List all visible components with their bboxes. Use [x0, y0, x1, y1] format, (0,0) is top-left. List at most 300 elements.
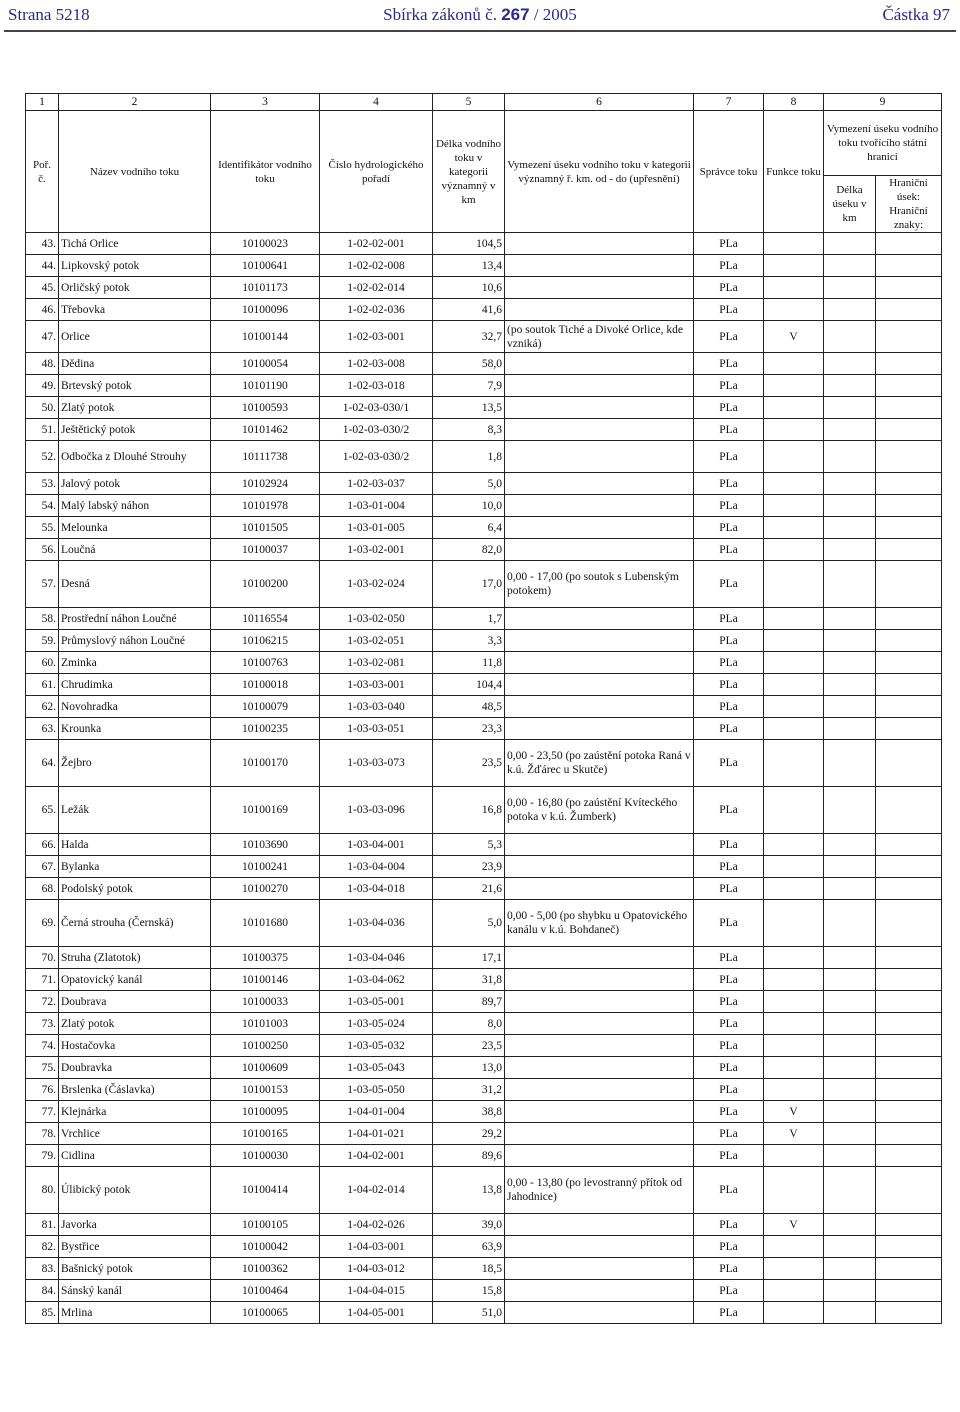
table-row — [26, 947, 942, 969]
river-identifier: 10103690 — [211, 834, 320, 856]
border-markers-cell — [876, 991, 942, 1013]
hydro-order-number: 1-02-03-030/1 — [320, 397, 433, 419]
section-description: 0,00 - 16,80 (po zaústění Kvíteckého potoka v k.ú. Žumberk) — [505, 787, 694, 834]
table-row — [26, 608, 942, 630]
hydro-order-number: 1-03-02-001 — [320, 539, 433, 561]
river-name: Melounka — [59, 517, 211, 539]
section-description — [505, 991, 694, 1013]
border-markers-cell — [876, 1101, 942, 1123]
river-name: Zminka — [59, 652, 211, 674]
river-length: 13,8 — [433, 1167, 505, 1214]
table-row — [26, 1057, 942, 1079]
hydro-order-number: 1-03-03-001 — [320, 674, 433, 696]
border-markers-cell — [876, 1079, 942, 1101]
issue-number: Částka 97 — [882, 5, 950, 24]
section-description — [505, 1013, 694, 1035]
section-description: 0,00 - 17,00 (po soutok s Lubenským potokem) — [505, 561, 694, 608]
river-administrator: PLa — [694, 787, 764, 834]
river-length: 31,2 — [433, 1079, 505, 1101]
river-name: Lipkovský potok — [59, 255, 211, 277]
river-administrator: PLa — [694, 255, 764, 277]
border-markers-cell — [876, 856, 942, 878]
river-name: Loučná — [59, 539, 211, 561]
border-markers-cell — [876, 900, 942, 947]
river-function — [764, 233, 824, 255]
border-length-cell — [824, 353, 876, 375]
river-function — [764, 1236, 824, 1258]
river-identifier: 10100593 — [211, 397, 320, 419]
hydro-order-number: 1-02-03-008 — [320, 353, 433, 375]
border-length-cell — [824, 740, 876, 787]
river-identifier: 10100270 — [211, 878, 320, 900]
row-number: 49. — [26, 375, 59, 397]
header-name: Název vodního toku — [59, 111, 211, 233]
river-length: 18,5 — [433, 1258, 505, 1280]
river-function — [764, 787, 824, 834]
section-description — [505, 1145, 694, 1167]
section-description — [505, 969, 694, 991]
section-description — [505, 397, 694, 419]
page-header — [0, 0, 960, 30]
collection-prefix: Sbírka zákonů č. — [383, 5, 497, 24]
river-administrator: PLa — [694, 740, 764, 787]
hydro-order-number: 1-02-03-001 — [320, 321, 433, 353]
table-row — [26, 969, 942, 991]
river-name: Žejbro — [59, 740, 211, 787]
border-length-cell — [824, 1236, 876, 1258]
river-administrator: PLa — [694, 1035, 764, 1057]
row-number: 63. — [26, 718, 59, 740]
hydro-order-number: 1-03-03-073 — [320, 740, 433, 787]
hydro-order-number: 1-03-05-032 — [320, 1035, 433, 1057]
river-function — [764, 1280, 824, 1302]
border-length-cell — [824, 787, 876, 834]
section-description — [505, 353, 694, 375]
river-identifier: 10100169 — [211, 787, 320, 834]
border-markers-cell — [876, 233, 942, 255]
river-identifier: 10100096 — [211, 299, 320, 321]
table-row — [26, 419, 942, 441]
table-row — [26, 517, 942, 539]
river-name: Bašnický potok — [59, 1258, 211, 1280]
header-border-length: Délka úseku v km — [824, 176, 876, 233]
river-function — [764, 1035, 824, 1057]
border-length-cell — [824, 696, 876, 718]
river-identifier: 10100018 — [211, 674, 320, 696]
river-function — [764, 539, 824, 561]
river-administrator: PLa — [694, 277, 764, 299]
river-name: Brslenka (Čáslavka) — [59, 1079, 211, 1101]
table-row — [26, 674, 942, 696]
section-description: 0,00 - 5,00 (po shybku u Opatovického kanálu v k.ú. Bohdaneč) — [505, 900, 694, 947]
column-number: 6 — [505, 94, 694, 111]
hydro-order-number: 1-03-04-001 — [320, 834, 433, 856]
river-function — [764, 834, 824, 856]
river-name: Prostřední náhon Loučné — [59, 608, 211, 630]
hydro-order-number: 1-02-03-030/2 — [320, 419, 433, 441]
river-function — [764, 353, 824, 375]
border-length-cell — [824, 608, 876, 630]
hydro-order-number: 1-04-02-001 — [320, 1145, 433, 1167]
river-length: 29,2 — [433, 1123, 505, 1145]
river-name: Ležák — [59, 787, 211, 834]
section-description — [505, 517, 694, 539]
river-identifier: 10100023 — [211, 233, 320, 255]
hydro-order-number: 1-03-03-096 — [320, 787, 433, 834]
row-number: 80. — [26, 1167, 59, 1214]
row-number: 51. — [26, 419, 59, 441]
river-administrator: PLa — [694, 878, 764, 900]
section-description — [505, 608, 694, 630]
row-number: 79. — [26, 1145, 59, 1167]
row-number: 85. — [26, 1302, 59, 1324]
river-identifier: 10100250 — [211, 1035, 320, 1057]
column-number: 8 — [764, 94, 824, 111]
river-administrator: PLa — [694, 233, 764, 255]
river-length: 8,3 — [433, 419, 505, 441]
river-name: Hostačovka — [59, 1035, 211, 1057]
row-number: 54. — [26, 495, 59, 517]
river-identifier: 10100464 — [211, 1280, 320, 1302]
row-number: 59. — [26, 630, 59, 652]
table-row — [26, 1013, 942, 1035]
river-function — [764, 375, 824, 397]
river-name: Krounka — [59, 718, 211, 740]
river-length: 89,7 — [433, 991, 505, 1013]
river-length: 1,8 — [433, 441, 505, 473]
border-markers-cell — [876, 277, 942, 299]
river-length: 104,4 — [433, 674, 505, 696]
border-markers-cell — [876, 674, 942, 696]
section-description — [505, 1057, 694, 1079]
table-body — [26, 233, 942, 1324]
table-row — [26, 740, 942, 787]
river-administrator: PLa — [694, 608, 764, 630]
border-markers-cell — [876, 1123, 942, 1145]
river-identifier: 10101978 — [211, 495, 320, 517]
river-name: Javorka — [59, 1214, 211, 1236]
river-administrator: PLa — [694, 1079, 764, 1101]
row-number: 46. — [26, 299, 59, 321]
hydro-order-number: 1-03-05-024 — [320, 1013, 433, 1035]
river-identifier: 10101003 — [211, 1013, 320, 1035]
river-administrator: PLa — [694, 1013, 764, 1035]
table-row — [26, 878, 942, 900]
river-name: Novohradka — [59, 696, 211, 718]
section-description — [505, 1101, 694, 1123]
border-markers-cell — [876, 1258, 942, 1280]
river-administrator: PLa — [694, 947, 764, 969]
border-length-cell — [824, 1214, 876, 1236]
river-length: 10,0 — [433, 495, 505, 517]
river-name: Tichá Orlice — [59, 233, 211, 255]
border-markers-cell — [876, 375, 942, 397]
water-course-table — [25, 93, 942, 1324]
border-length-cell — [824, 834, 876, 856]
river-identifier: 10100200 — [211, 561, 320, 608]
river-administrator: PLa — [694, 419, 764, 441]
border-markers-cell — [876, 1013, 942, 1035]
hydro-order-number: 1-04-05-001 — [320, 1302, 433, 1324]
border-markers-cell — [876, 561, 942, 608]
row-number: 60. — [26, 652, 59, 674]
border-markers-cell — [876, 630, 942, 652]
river-administrator: PLa — [694, 834, 764, 856]
river-name: Zlatý potok — [59, 1013, 211, 1035]
column-header-row — [26, 111, 942, 176]
river-length: 6,4 — [433, 517, 505, 539]
border-length-cell — [824, 397, 876, 419]
river-function — [764, 900, 824, 947]
row-number: 48. — [26, 353, 59, 375]
river-length: 63,9 — [433, 1236, 505, 1258]
row-number: 83. — [26, 1258, 59, 1280]
header-section: Vymezení úseku vodního toku v kategorii významný ř. km. od - do (upřesnění) — [505, 111, 694, 233]
river-function — [764, 856, 824, 878]
collection-title — [0, 5, 960, 25]
river-identifier: 10101505 — [211, 517, 320, 539]
river-identifier: 10100641 — [211, 255, 320, 277]
river-function — [764, 947, 824, 969]
river-length: 38,8 — [433, 1101, 505, 1123]
river-name: Desná — [59, 561, 211, 608]
river-function — [764, 1167, 824, 1214]
river-administrator: PLa — [694, 652, 764, 674]
river-function — [764, 740, 824, 787]
border-length-cell — [824, 652, 876, 674]
table-row — [26, 1258, 942, 1280]
river-identifier: 10100414 — [211, 1167, 320, 1214]
table-row — [26, 255, 942, 277]
river-name: Jalový potok — [59, 473, 211, 495]
border-length-cell — [824, 1145, 876, 1167]
river-name: Třebovka — [59, 299, 211, 321]
hydro-order-number: 1-03-03-051 — [320, 718, 433, 740]
river-length: 7,9 — [433, 375, 505, 397]
law-number: 267 — [501, 5, 530, 24]
border-markers-cell — [876, 740, 942, 787]
header-hydro-order: Číslo hydrologického pořadí — [320, 111, 433, 233]
river-function — [764, 561, 824, 608]
section-description — [505, 1280, 694, 1302]
row-number: 72. — [26, 991, 59, 1013]
row-number: 73. — [26, 1013, 59, 1035]
river-administrator: PLa — [694, 696, 764, 718]
river-length: 58,0 — [433, 353, 505, 375]
border-length-cell — [824, 1280, 876, 1302]
hydro-order-number: 1-04-02-026 — [320, 1214, 433, 1236]
header-order: Poř. č. — [26, 111, 59, 233]
border-length-cell — [824, 299, 876, 321]
river-identifier: 10101680 — [211, 900, 320, 947]
river-length: 48,5 — [433, 696, 505, 718]
section-description — [505, 495, 694, 517]
river-administrator: PLa — [694, 353, 764, 375]
row-number: 52. — [26, 441, 59, 473]
river-function — [764, 696, 824, 718]
border-length-cell — [824, 1167, 876, 1214]
section-description: 0,00 - 23,50 (po zaústění potoka Raná v k.ú. Žďárec u Skutče) — [505, 740, 694, 787]
border-markers-cell — [876, 321, 942, 353]
river-name: Chrudimka — [59, 674, 211, 696]
river-function — [764, 255, 824, 277]
river-administrator: PLa — [694, 473, 764, 495]
table-row — [26, 856, 942, 878]
river-identifier: 10100079 — [211, 696, 320, 718]
table-row — [26, 630, 942, 652]
row-number: 70. — [26, 947, 59, 969]
border-markers-cell — [876, 834, 942, 856]
river-length: 51,0 — [433, 1302, 505, 1324]
river-function — [764, 517, 824, 539]
river-administrator: PLa — [694, 900, 764, 947]
river-administrator: PLa — [694, 1302, 764, 1324]
border-markers-cell — [876, 878, 942, 900]
river-function: V — [764, 1101, 824, 1123]
river-length: 23,9 — [433, 856, 505, 878]
section-description — [505, 1079, 694, 1101]
river-name: Malý labský náhon — [59, 495, 211, 517]
river-function: V — [764, 321, 824, 353]
river-function — [764, 718, 824, 740]
hydro-order-number: 1-03-04-062 — [320, 969, 433, 991]
river-name: Odbočka z Dlouhé Strouhy — [59, 441, 211, 473]
river-length: 13,5 — [433, 397, 505, 419]
border-length-cell — [824, 419, 876, 441]
border-length-cell — [824, 900, 876, 947]
river-function — [764, 1258, 824, 1280]
hydro-order-number: 1-03-04-046 — [320, 947, 433, 969]
river-function — [764, 969, 824, 991]
river-identifier: 10100095 — [211, 1101, 320, 1123]
section-description — [505, 696, 694, 718]
row-number: 47. — [26, 321, 59, 353]
border-markers-cell — [876, 473, 942, 495]
river-name: Struha (Zlatotok) — [59, 947, 211, 969]
river-length: 31,8 — [433, 969, 505, 991]
border-length-cell — [824, 561, 876, 608]
row-number: 77. — [26, 1101, 59, 1123]
river-identifier: 10100241 — [211, 856, 320, 878]
table-row — [26, 696, 942, 718]
section-description — [505, 1302, 694, 1324]
river-name: Klejnárka — [59, 1101, 211, 1123]
hydro-order-number: 1-04-01-021 — [320, 1123, 433, 1145]
river-length: 1,7 — [433, 608, 505, 630]
table-row — [26, 375, 942, 397]
table-row — [26, 652, 942, 674]
table-row — [26, 1079, 942, 1101]
column-number: 4 — [320, 94, 433, 111]
border-length-cell — [824, 1013, 876, 1035]
section-description — [505, 834, 694, 856]
river-name: Úlibický potok — [59, 1167, 211, 1214]
hydro-order-number: 1-02-03-030/2 — [320, 441, 433, 473]
row-number: 62. — [26, 696, 59, 718]
river-administrator: PLa — [694, 321, 764, 353]
river-administrator: PLa — [694, 1236, 764, 1258]
hydro-order-number: 1-02-02-001 — [320, 233, 433, 255]
row-number: 61. — [26, 674, 59, 696]
border-markers-cell — [876, 1057, 942, 1079]
border-markers-cell — [876, 1280, 942, 1302]
header-border-markers: Hraniční úsek: Hraniční znaky: — [876, 176, 942, 233]
column-number: 5 — [433, 94, 505, 111]
section-description: (po soutok Tiché a Divoké Orlice, kde vzniká) — [505, 321, 694, 353]
river-length: 13,4 — [433, 255, 505, 277]
hydro-order-number: 1-03-04-036 — [320, 900, 433, 947]
river-administrator: PLa — [694, 375, 764, 397]
border-length-cell — [824, 1057, 876, 1079]
hydro-order-number: 1-03-02-051 — [320, 630, 433, 652]
border-length-cell — [824, 539, 876, 561]
river-function — [764, 299, 824, 321]
river-function — [764, 1079, 824, 1101]
border-length-cell — [824, 255, 876, 277]
river-name: Doubrava — [59, 991, 211, 1013]
row-number: 64. — [26, 740, 59, 787]
river-identifier: 10100375 — [211, 947, 320, 969]
river-function — [764, 419, 824, 441]
header-length: Délka vodního toku v kategorii významný v km — [433, 111, 505, 233]
border-length-cell — [824, 969, 876, 991]
river-identifier: 10100165 — [211, 1123, 320, 1145]
river-function — [764, 473, 824, 495]
table-row — [26, 299, 942, 321]
border-markers-cell — [876, 1167, 942, 1214]
river-length: 13,0 — [433, 1057, 505, 1079]
river-identifier: 10100030 — [211, 1145, 320, 1167]
row-number: 67. — [26, 856, 59, 878]
river-name: Dědina — [59, 353, 211, 375]
river-identifier: 10101462 — [211, 419, 320, 441]
river-length: 8,0 — [433, 1013, 505, 1035]
header-function: Funkce toku — [764, 111, 824, 233]
hydro-order-number: 1-03-03-040 — [320, 696, 433, 718]
border-length-cell — [824, 1302, 876, 1324]
river-administrator: PLa — [694, 630, 764, 652]
river-length: 104,5 — [433, 233, 505, 255]
river-length: 39,0 — [433, 1214, 505, 1236]
collection-year: / 2005 — [533, 5, 577, 24]
border-markers-cell — [876, 255, 942, 277]
river-name: Ještětický potok — [59, 419, 211, 441]
section-description: 0,00 - 13,80 (po levostranný přítok od Jahodnice) — [505, 1167, 694, 1214]
table-row — [26, 397, 942, 419]
section-description — [505, 856, 694, 878]
row-number: 56. — [26, 539, 59, 561]
hydro-order-number: 1-04-03-012 — [320, 1258, 433, 1280]
border-markers-cell — [876, 353, 942, 375]
border-length-cell — [824, 1123, 876, 1145]
river-administrator: PLa — [694, 299, 764, 321]
section-description — [505, 947, 694, 969]
border-length-cell — [824, 674, 876, 696]
river-administrator: PLa — [694, 1123, 764, 1145]
border-markers-cell — [876, 718, 942, 740]
row-number: 44. — [26, 255, 59, 277]
border-markers-cell — [876, 1145, 942, 1167]
row-number: 84. — [26, 1280, 59, 1302]
table-row — [26, 539, 942, 561]
table-row — [26, 1236, 942, 1258]
river-name: Bystřice — [59, 1236, 211, 1258]
river-identifier: 10100763 — [211, 652, 320, 674]
river-name: Halda — [59, 834, 211, 856]
river-identifier: 10101173 — [211, 277, 320, 299]
river-administrator: PLa — [694, 1057, 764, 1079]
table-row — [26, 787, 942, 834]
